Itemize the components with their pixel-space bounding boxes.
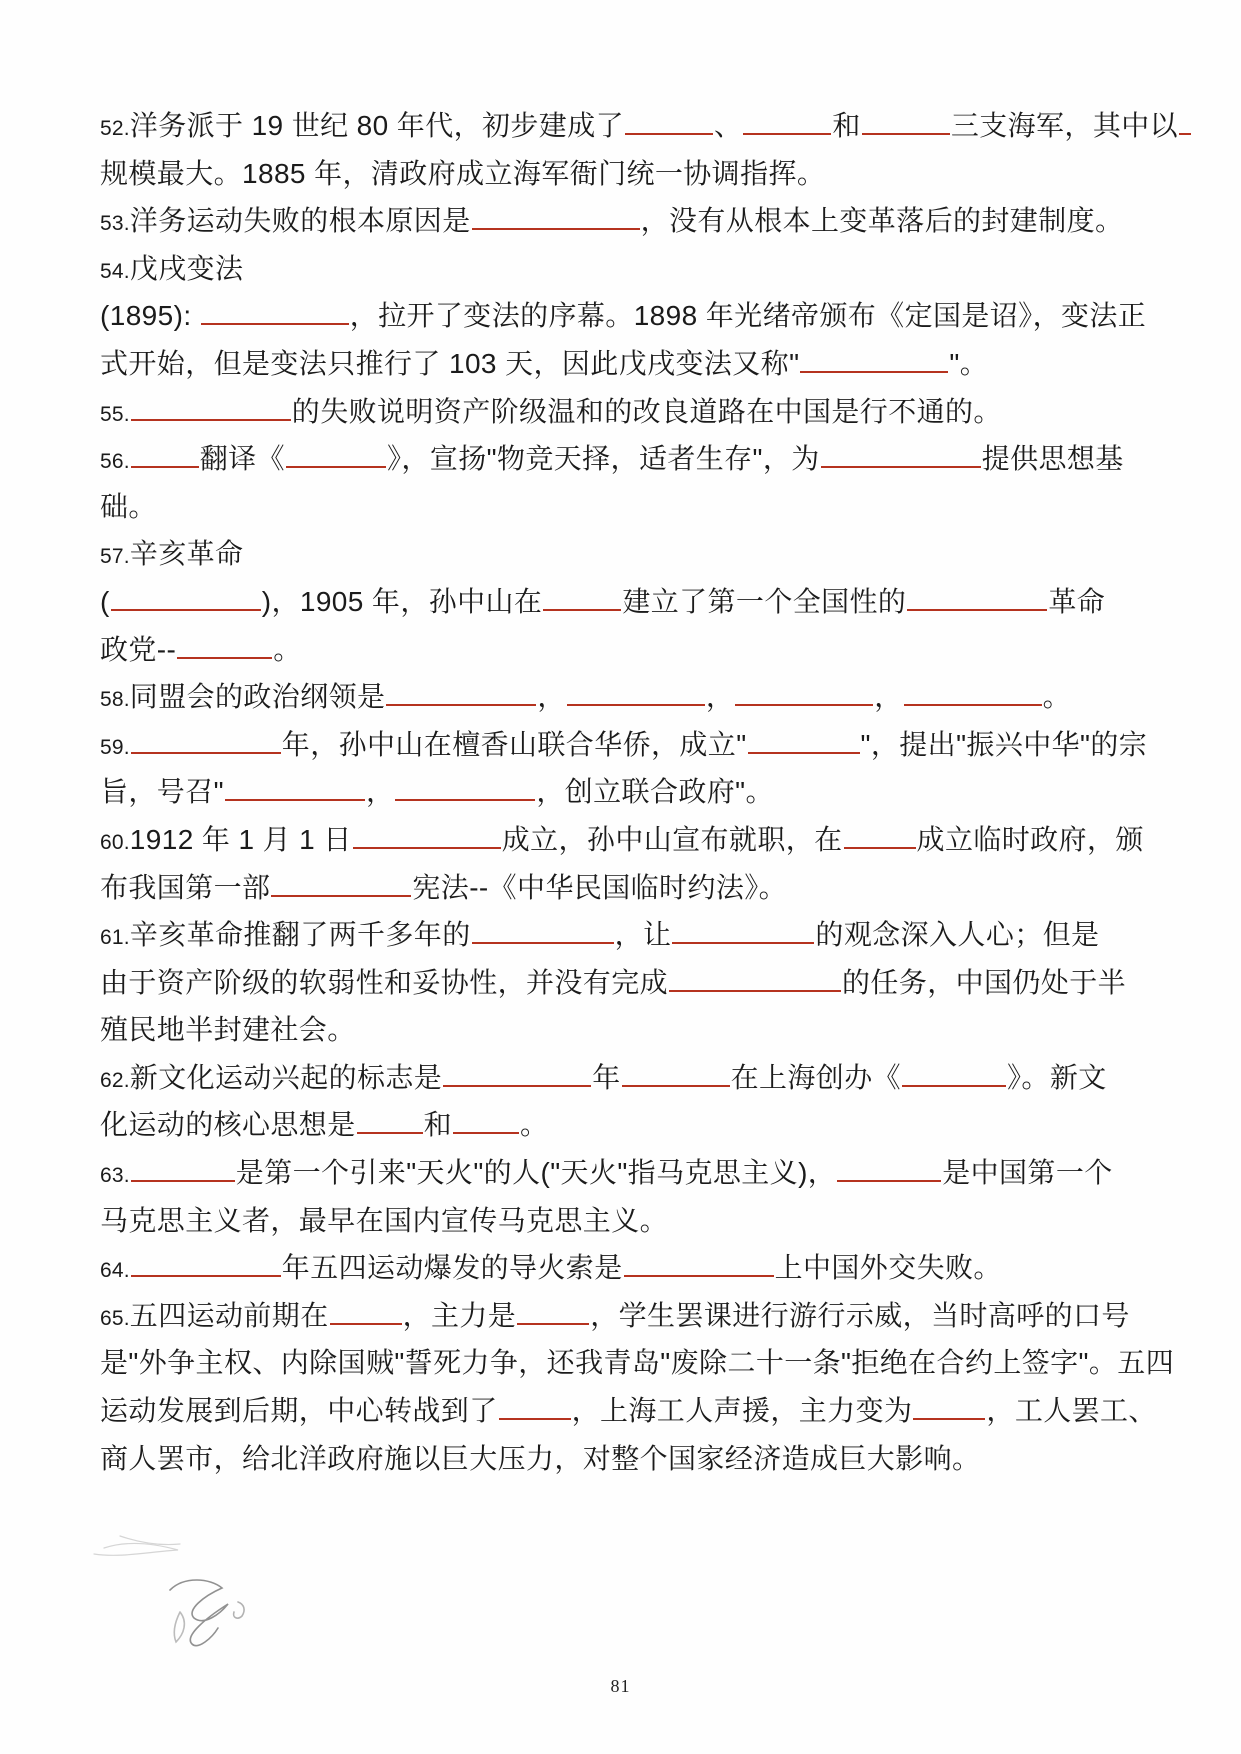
text-segment: 洋务运动失败的根本原因是 (129, 205, 471, 237)
blank-underline (821, 462, 981, 468)
text-segment: 成立临时政府，颁 (916, 823, 1144, 855)
text-segment: 革命 (1048, 585, 1106, 617)
text-line (100, 197, 1152, 245)
text-segment: 宪法--《中华民国临时约法》。 (412, 871, 788, 903)
text-line (100, 673, 1152, 721)
text-segment: 》，宣扬"物竞天择，适者生存"，为 (387, 443, 820, 475)
blank-underline (669, 986, 841, 992)
document-body (100, 102, 1179, 1482)
text-segment: 、 (714, 110, 743, 141)
text-line (100, 721, 1152, 769)
text-segment: 建立了第一个全国性的 (622, 585, 907, 617)
text-segment: 年五四运动爆发的导火索是 (281, 1252, 623, 1284)
text-line (100, 1101, 1152, 1149)
question-number: 64. (100, 1259, 130, 1283)
text-segment: 翻译《 (199, 443, 285, 475)
text-segment: 运动发展到后期，中心转战到了 (100, 1395, 498, 1427)
text-line (100, 102, 1179, 150)
text-segment: ， (365, 776, 395, 808)
text-segment: 商人罢市，给北洋政府施以巨大压力，对整个国家经济造成巨大影响。 (100, 1442, 981, 1474)
blank-underline (624, 1271, 774, 1277)
blank-underline (131, 415, 291, 421)
question-number: 61. (100, 926, 130, 950)
question-number: 56. (100, 450, 130, 474)
text-segment: ，学生罢课进行游行示威，当时高呼的口号 (590, 1299, 1130, 1331)
question-number: 63. (100, 1164, 130, 1188)
blank-underline (131, 1271, 281, 1277)
text-segment: ， (874, 681, 903, 713)
blank-underline (748, 748, 860, 754)
text-line (100, 292, 1152, 340)
blank-underline (443, 1081, 591, 1087)
blank-underline (913, 1414, 985, 1420)
blank-underline (844, 843, 916, 849)
text-line (100, 626, 1152, 674)
blank-underline (517, 1319, 589, 1325)
blank-underline (131, 462, 199, 468)
text-segment: 。 (273, 633, 302, 665)
text-line (100, 1292, 1152, 1340)
text-segment: 成立，孙中山宣布就职，在 (501, 823, 843, 855)
question-number: 65. (100, 1306, 130, 1330)
blank-underline (902, 1081, 1006, 1087)
text-line (100, 340, 1152, 388)
text-line (100, 1435, 1152, 1483)
text-segment: 上中国外交失败。 (774, 1252, 1002, 1284)
blank-underline (672, 938, 814, 944)
text-segment: 的观念深入人心；但是 (815, 919, 1100, 951)
text-segment: 是中国第一个 (942, 1157, 1113, 1189)
text-line (100, 578, 1152, 626)
text-segment: 是第一个引来"天火"的人("天火"指马克思主义)， (235, 1157, 837, 1189)
text-segment: 式开始，但是变法只推行了 103 天，因此戊戌变法又称" (100, 347, 800, 379)
text-segment: 础。 (100, 490, 157, 522)
blank-underline (286, 462, 386, 468)
text-segment: 的任务，中国仍处于半 (842, 966, 1127, 998)
question-number: 54. (100, 259, 130, 283)
text-segment: 和 (423, 1109, 453, 1141)
text-segment: (1895): (100, 300, 200, 332)
text-segment: ，没有从根本上变革落后的封建制度。 (640, 205, 1124, 237)
blank-underline (625, 129, 713, 135)
blank-underline (743, 129, 831, 135)
blank-underline (862, 129, 950, 135)
text-line (100, 245, 1152, 293)
blank-underline (543, 605, 621, 611)
blank-underline (111, 605, 261, 611)
text-segment: 由于资产阶级的软弱性和妥协性，并没有完成 (100, 966, 669, 998)
blank-underline (201, 319, 349, 325)
text-line (100, 911, 1152, 959)
blank-underline (395, 795, 535, 801)
blank-underline (131, 748, 281, 754)
text-segment: 在上海创办《 (730, 1061, 902, 1093)
text-segment: 。 (1042, 681, 1072, 713)
text-segment: 洋务派于 19 世纪 80 年代，初步建成了 (129, 110, 625, 141)
text-segment: ，拉开了变法的序幕。1898 年光绪帝颁布《定国是诏》，变法正 (349, 300, 1147, 332)
text-line (100, 1244, 1152, 1292)
blank-underline (225, 795, 365, 801)
blank-underline (131, 1176, 235, 1182)
text-line (100, 816, 1152, 864)
blank-underline (353, 843, 501, 849)
text-line (100, 1197, 1152, 1245)
text-segment: ， (705, 681, 735, 713)
text-line (100, 1054, 1152, 1102)
question-number: 52. (100, 117, 130, 140)
text-segment: 辛亥革命推翻了两千多年的 (129, 919, 471, 951)
text-segment: 同盟会的政治纲领是 (129, 681, 386, 713)
text-line (100, 768, 1152, 816)
text-line (100, 864, 1152, 912)
text-segment: ( (100, 585, 110, 617)
text-segment: 。 (520, 1109, 549, 1141)
text-segment: )，1905 年，孙中山在 (261, 585, 543, 617)
text-segment: ，让 (614, 919, 672, 951)
blank-underline (735, 700, 873, 706)
text-line (100, 959, 1152, 1007)
blank-underline (907, 605, 1047, 611)
blank-underline (357, 1128, 423, 1134)
blank-underline (330, 1319, 402, 1325)
text-segment: 五四运动前期在 (129, 1299, 329, 1331)
blank-underline (1179, 129, 1191, 135)
text-line (100, 388, 1152, 436)
text-segment: 新文化运动兴起的标志是 (129, 1061, 443, 1093)
question-number: 55. (100, 402, 130, 426)
text-segment: 和 (832, 110, 861, 141)
blank-underline (472, 938, 614, 944)
text-line (100, 435, 1152, 483)
text-segment: 戊戌变法 (129, 252, 244, 284)
blank-underline (271, 891, 411, 897)
text-segment: 》。新文 (1007, 1061, 1107, 1093)
text-segment: 提供思想基 (981, 443, 1124, 475)
text-segment: 规模最大。1885 年，清政府成立海军衙门统一协调指挥。 (100, 157, 826, 189)
text-segment: 化运动的核心思想是 (100, 1109, 356, 1141)
text-segment: 年，孙中山在檀香山联合华侨，成立" (281, 728, 747, 760)
question-number: 57. (100, 545, 130, 569)
page-number: 81 (610, 1676, 631, 1696)
blank-underline (800, 367, 948, 373)
text-segment: ，主力是 (402, 1299, 517, 1331)
question-number: 53. (100, 212, 130, 236)
text-segment: 布我国第一部 (100, 871, 271, 903)
blank-underline (499, 1414, 571, 1420)
text-line (100, 150, 1152, 198)
text-segment: ， (537, 681, 566, 713)
blank-underline (472, 224, 640, 230)
text-line (100, 1387, 1157, 1435)
text-line (100, 530, 1152, 578)
text-segment: 年 (592, 1061, 621, 1093)
blank-underline (386, 700, 536, 706)
text-segment: "，提出"振兴中华"的宗 (860, 728, 1148, 760)
text-segment: 辛亥革命 (129, 538, 244, 570)
question-number: 60. (100, 830, 130, 854)
text-line (100, 483, 1152, 531)
text-segment: 1912 年 1 月 1 日 (129, 823, 352, 855)
text-segment: 政党-- (100, 633, 177, 665)
text-line (100, 1006, 1152, 1054)
text-line (100, 1149, 1152, 1197)
text-segment: 三支海军，其中以 (950, 110, 1179, 141)
text-segment: 旨，号召" (100, 776, 224, 808)
text-segment: 的失败说明资产阶级温和的改良道路在中国是行不通的。 (291, 395, 1002, 427)
question-number: 62. (100, 1068, 130, 1092)
question-number: 59. (100, 735, 130, 759)
text-segment: 殖民地半封建社会。 (100, 1014, 356, 1046)
text-segment: 马克思主义者，最早在国内宣传马克思主义。 (100, 1204, 669, 1236)
text-segment: ，创立联合政府"。 (536, 776, 774, 808)
text-segment: 是"外争主权、内除国贼"誓死力争，还我青岛"废除二十一条"拒绝在合约上签字"。五四 (100, 1347, 1175, 1379)
text-segment: "。 (949, 347, 989, 379)
blank-underline (837, 1176, 941, 1182)
text-segment: ，工人罢工、 (986, 1395, 1157, 1427)
text-line (100, 1339, 1175, 1387)
blank-underline (622, 1081, 730, 1087)
blank-underline (904, 700, 1042, 706)
blank-underline (177, 653, 272, 659)
blank-underline (453, 1128, 519, 1134)
question-number: 58. (100, 688, 130, 712)
text-segment: ，上海工人声援，主力变为 (571, 1395, 913, 1427)
blank-underline (567, 700, 705, 706)
